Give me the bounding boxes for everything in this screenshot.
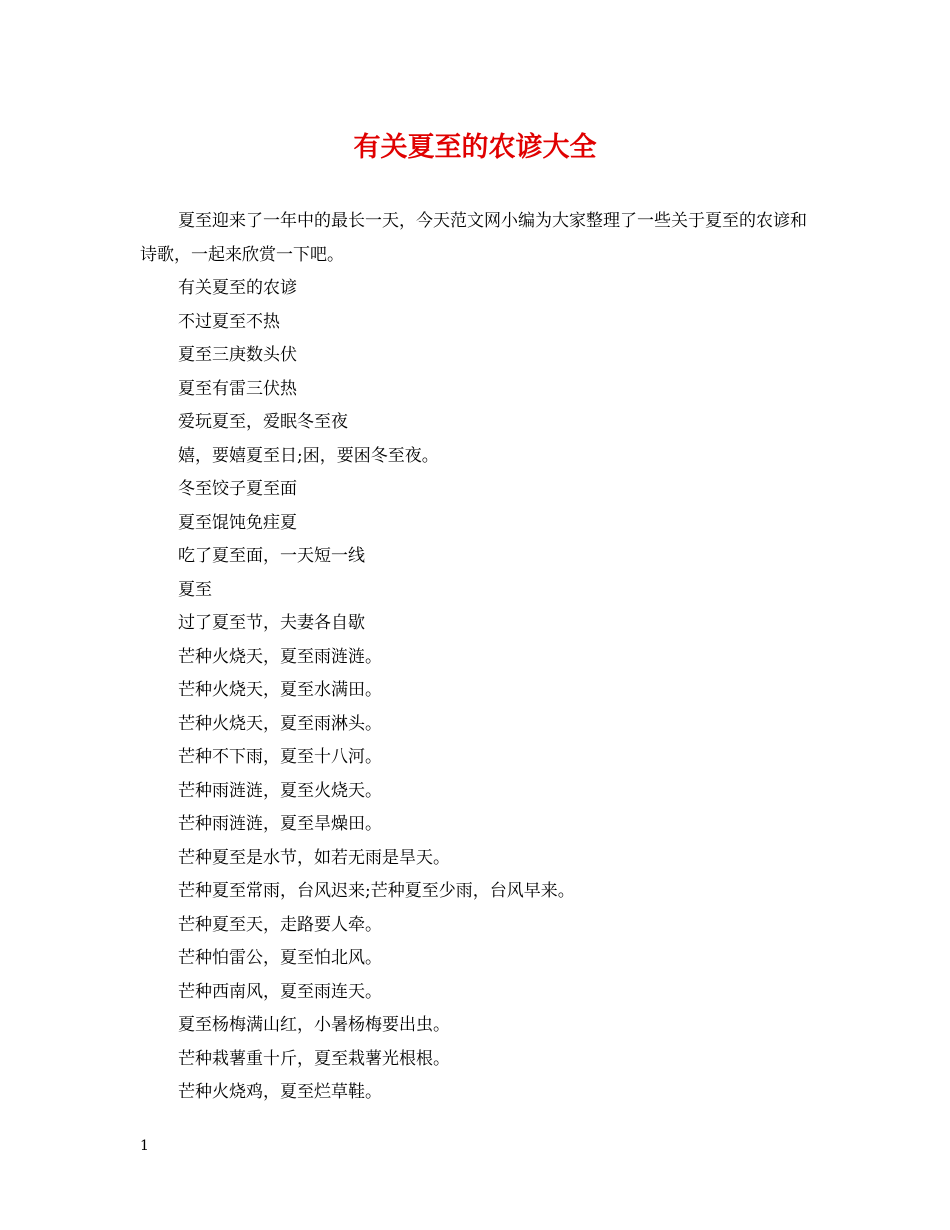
page-number: 1 [140,1138,149,1154]
list-item: 芒种夏至是水节，如若无雨是旱天。 [178,847,450,868]
list-item: 芒种火烧天，夏至水满田。 [178,680,382,700]
list-item: 嬉，要嬉夏至日;困，要困冬至夜。 [178,445,439,466]
list-item: 夏至馄饨免疰夏 [178,512,297,533]
list-item: 芒种栽薯重十斤，夏至栽薯光根根。 [178,1048,450,1069]
list-item: 冬至饺子夏至面 [178,479,297,499]
list-item: 芒种怕雷公，夏至怕北风。 [178,948,382,968]
list-item: 芒种雨涟涟，夏至旱燥田。 [178,814,382,834]
document-body [140,204,820,1110]
intro-paragraph: 夏至迎来了一年中的最长一天，今天范文网小编为大家整理了一些关于夏至的农谚和诗歌，一起来欣赏一下吧。 [140,211,807,265]
list-item: 芒种火烧天，夏至雨淋头。 [178,713,382,734]
list-item: 吃了夏至面，一天短一线 [178,546,365,566]
document-title: 有关夏至的农谚大全 [353,132,597,163]
list-item: 芒种火烧鸡，夏至烂草鞋。 [178,1082,382,1102]
list-item: 芒种夏至天，走路要人牵。 [178,914,382,935]
list-item: 芒种不下雨，夏至十八河。 [178,747,382,767]
list-item: 夏至三庚数头伏 [178,345,297,365]
list-item: 芒种火烧天，夏至雨涟涟。 [178,646,382,667]
list-item: 不过夏至不热 [178,311,280,332]
list-item: 夏至杨梅满山红，小暑杨梅要出虫。 [178,1015,450,1035]
proverb-list [140,272,820,1110]
list-item: 夏至有雷三伏热 [178,378,297,399]
list-item: 芒种西南风，夏至雨连天。 [178,981,382,1002]
list-item: 芒种夏至常雨，台风迟来;芒种夏至少雨，台风早来。 [178,881,575,901]
list-item: 夏至 [178,579,212,600]
list-item: 爱玩夏至，爱眠冬至夜 [178,412,348,432]
list-item: 过了夏至节，夫妻各自歇 [178,613,365,633]
list-item: 芒种雨涟涟，夏至火烧天。 [178,780,382,801]
list-item: 有关夏至的农谚 [178,278,297,298]
